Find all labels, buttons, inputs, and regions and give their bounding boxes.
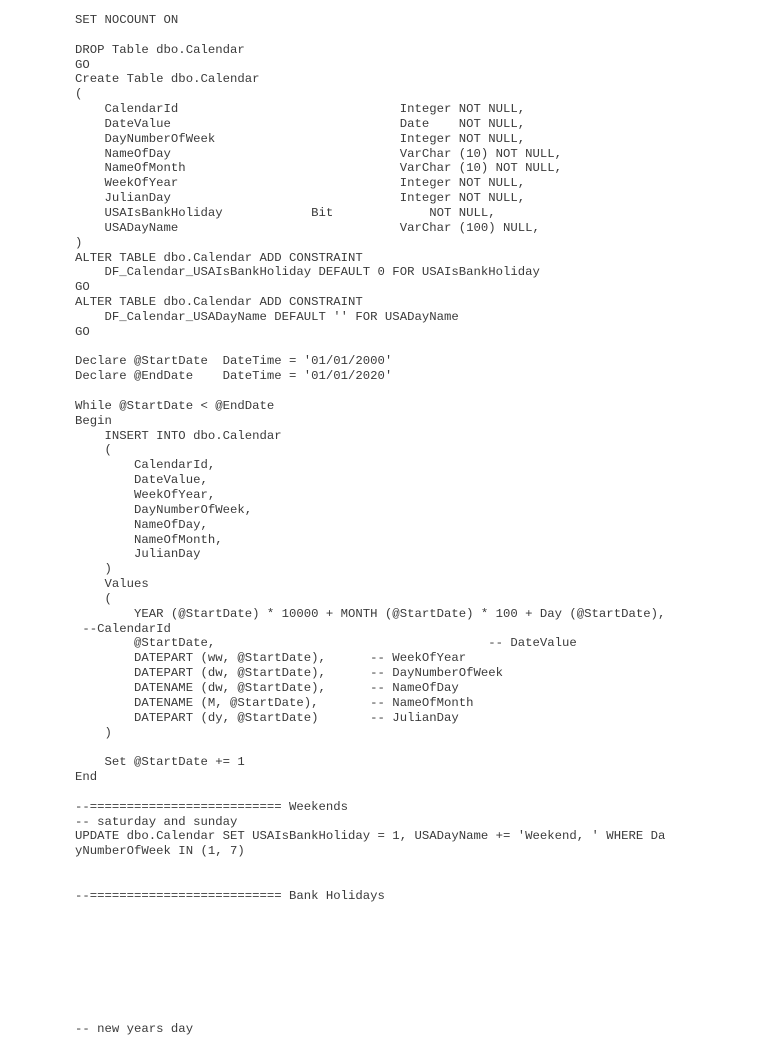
code-line: INSERT INTO dbo.Calendar (75, 428, 282, 443)
code-line: Declare @StartDate DateTime = '01/01/2000' (75, 354, 393, 369)
code-line: SET NOCOUNT ON (75, 13, 179, 27)
code-line: YEAR (@StartDate) * 10000 + MONTH (@StartDate) * 100 + Day (@StartDate), (75, 606, 666, 621)
code-line: JulianDay Integer NOT NULL, (75, 191, 526, 206)
code-line (75, 993, 755, 1008)
code-line (75, 28, 755, 43)
code-line (75, 340, 755, 355)
code-line: DATENAME (dw, @StartDate), -- NameOfDay (75, 680, 459, 695)
code-line: DROP Table dbo.Calendar (75, 42, 245, 57)
code-line: ALTER TABLE dbo.Calendar ADD CONSTRAINT (75, 250, 363, 265)
code-line: GO (75, 324, 90, 339)
code-line (75, 1008, 755, 1023)
code-line: CalendarId Integer NOT NULL, (75, 102, 526, 117)
code-line: WeekOfYear, (75, 488, 216, 502)
code-line: UPDATE dbo.Calendar SET USAIsBankHoliday = 1, USADayName += 'Weekend, ' WHERE Da (75, 829, 666, 844)
code-line: GO (75, 280, 90, 295)
code-line: -- new years day (75, 1022, 194, 1037)
code-line: ) (75, 725, 112, 740)
code-line (75, 740, 755, 755)
code-line: ALTER TABLE dbo.Calendar ADD CONSTRAINT (75, 295, 363, 310)
code-line (75, 384, 755, 399)
code-line: ) (75, 562, 112, 577)
code-line: USAIsBankHoliday Bit NOT NULL, (75, 205, 496, 220)
code-line (75, 904, 755, 919)
code-line: --CalendarId (75, 621, 171, 636)
code-line: --========================== Bank Holidays (75, 888, 385, 903)
code-line: yNumberOfWeek IN (1, 7) (75, 844, 245, 859)
code-line (75, 874, 755, 889)
code-line: Begin (75, 413, 112, 428)
code-line (75, 918, 755, 933)
code-line: DATEPART (ww, @StartDate), -- WeekOfYear (75, 651, 467, 666)
code-line: --========================== Weekends (75, 799, 349, 814)
code-line: NameOfMonth, (75, 532, 223, 547)
code-line: DateValue, (75, 473, 208, 488)
code-line: Create Table dbo.Calendar (75, 72, 260, 87)
code-line: DF_Calendar_USADayName DEFAULT '' FOR USADayName (75, 309, 459, 324)
code-line: -- saturday and sunday (75, 814, 238, 829)
code-line: ( (75, 443, 112, 458)
code-line: DateValue Date NOT NULL, (75, 116, 526, 131)
code-line: NameOfMonth VarChar (10) NOT NULL, (75, 161, 563, 176)
code-line (75, 859, 755, 874)
code-line: DATEPART (dy, @StartDate) -- JulianDay (75, 710, 459, 725)
code-line: Values (75, 577, 149, 592)
code-line: DayNumberOfWeek Integer NOT NULL, (75, 131, 526, 146)
code-line: CalendarId, (75, 458, 216, 473)
code-line (75, 963, 755, 978)
code-line (75, 785, 755, 800)
code-line: ) (75, 235, 83, 250)
code-line: JulianDay (75, 547, 201, 562)
code-line: GO (75, 57, 90, 72)
code-line: WeekOfYear Integer NOT NULL, (75, 176, 526, 191)
sql-script-document (75, 13, 755, 1037)
code-line (75, 948, 755, 963)
code-line (75, 933, 755, 948)
code-line: Declare @EndDate DateTime = '01/01/2020' (75, 369, 393, 384)
code-line: DayNumberOfWeek, (75, 502, 253, 517)
code-line: Set @StartDate += 1 (75, 755, 245, 770)
code-line: End (75, 770, 98, 785)
code-line: NameOfDay, (75, 517, 208, 532)
code-line: While @StartDate < @EndDate (75, 398, 275, 413)
code-line: DATENAME (M, @StartDate), -- NameOfMonth (75, 695, 474, 710)
code-line: @StartDate, -- DateValue (75, 636, 577, 651)
code-line: USADayName VarChar (100) NULL, (75, 220, 540, 235)
code-line (75, 978, 755, 993)
code-line: ( (75, 87, 83, 102)
code-line: ( (75, 591, 112, 606)
code-line: DF_Calendar_USAIsBankHoliday DEFAULT 0 FOR USAIsBankHoliday (75, 265, 540, 280)
code-line: NameOfDay VarChar (10) NOT NULL, (75, 146, 563, 161)
code-line: DATEPART (dw, @StartDate), -- DayNumberOfWeek (75, 666, 504, 681)
